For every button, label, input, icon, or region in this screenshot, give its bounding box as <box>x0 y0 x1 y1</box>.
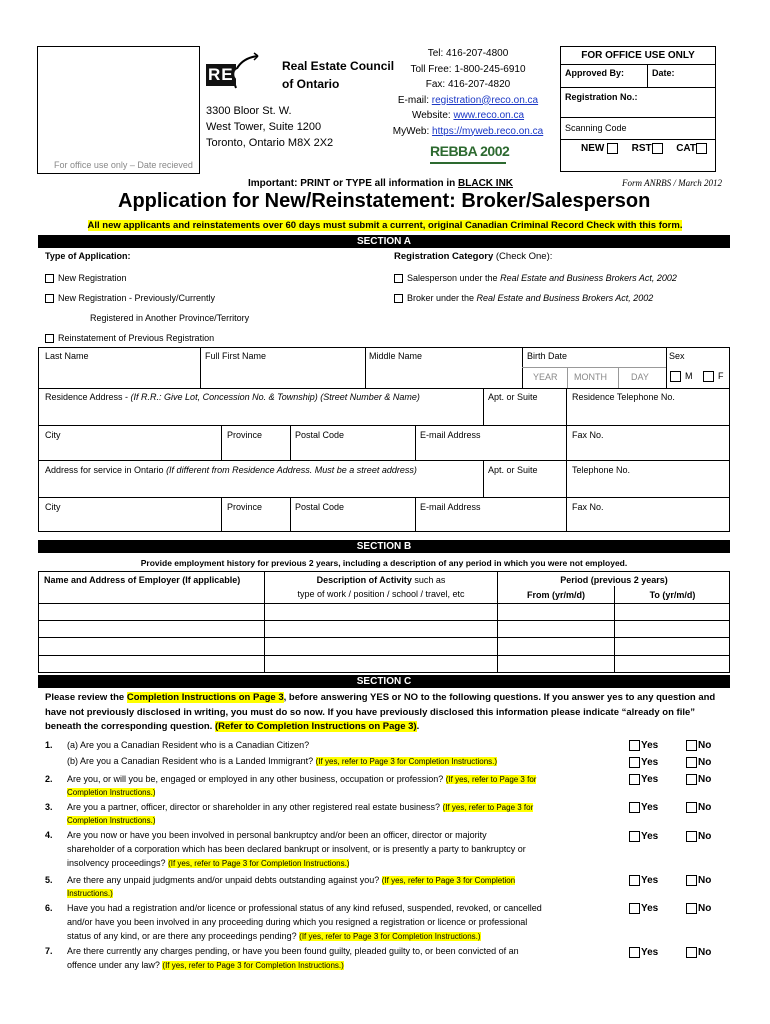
type-new-registration[interactable] <box>45 273 127 283</box>
q1-number: 1. <box>45 740 53 750</box>
email-field[interactable]: E-mail Address <box>420 430 481 440</box>
q5-yes-checkbox[interactable] <box>629 875 640 886</box>
q4-text-line3 <box>67 858 349 868</box>
service-address-hint: (If different from Residence Address. Must be a street address) <box>166 465 417 475</box>
q2-no-checkbox[interactable] <box>686 774 697 785</box>
q2-yes-label: Yes <box>641 774 659 786</box>
middle-name-field[interactable]: Middle Name <box>369 351 423 361</box>
q4-hint: (If yes, refer to Page 3 for Completion Instructions.) <box>168 859 350 868</box>
birth-day-field[interactable]: DAY <box>631 372 649 382</box>
email-link[interactable]: registration@reco.on.ca <box>431 94 539 106</box>
q1b-no-checkbox[interactable] <box>686 757 697 768</box>
q7-yes-label: Yes <box>641 947 659 959</box>
sex-female-option[interactable] <box>703 371 724 382</box>
q7-question-end: offence under any law? <box>67 960 163 970</box>
type-of-application-label: Type of Application: <box>45 251 131 261</box>
residence-address-hint: (If R.R.: Give Lot, Concession No. & Township) <box>130 392 318 402</box>
q7-text-line1: Are there currently any charges pending, or have you been found guilty, pleaded guilty to, or been convicted of an <box>67 946 519 956</box>
birth-month-field[interactable]: MONTH <box>574 372 607 382</box>
cat-checkbox[interactable] <box>696 143 707 154</box>
office-use-title: FOR OFFICE USE ONLY <box>561 47 715 65</box>
section-c-intro-highlight2: (Refer to Completion Instructions on Page 3) <box>214 721 417 732</box>
employment-intro: Provide employment history for previous 2 years, including a description of any period in which you were not employed. <box>140 558 628 568</box>
service-email-field[interactable]: E-mail Address <box>420 502 481 512</box>
q4-number: 4. <box>45 830 53 840</box>
q2-no-label: No <box>698 774 712 786</box>
q5-yes[interactable] <box>629 875 658 886</box>
q1a-no[interactable] <box>686 740 711 751</box>
office-code-row <box>561 140 715 154</box>
q5-text-line2 <box>67 888 113 898</box>
q5-no-checkbox[interactable] <box>686 875 697 886</box>
crc-notice <box>40 220 730 231</box>
type-new-prev-checkbox[interactable] <box>45 294 54 303</box>
period-to-header: To (yr/m/d) <box>649 590 696 600</box>
sex-male-label: M <box>685 371 693 381</box>
q3-no-checkbox[interactable] <box>686 802 697 813</box>
q6-number: 6. <box>45 903 53 913</box>
q1a-no-checkbox[interactable] <box>686 740 697 751</box>
cat-label: CAT <box>676 143 696 155</box>
residence-address-label: Residence Address - <box>45 392 131 402</box>
type-new-checkbox[interactable] <box>45 274 54 283</box>
q4-text-line2: shareholder of a corporation which has been declared bankrupt or insolvent, or is presently a party to bankruptcy or <box>67 844 526 854</box>
q1a-yes-label: Yes <box>641 740 659 752</box>
section-c-intro-highlight: Completion Instructions on Page 3 <box>126 692 284 703</box>
form-id: Form ANRBS / March 2012 <box>622 178 722 188</box>
residence-address-field[interactable] <box>45 392 420 402</box>
type-new-label: New Registration <box>58 273 127 283</box>
category-broker-act: Real Estate and Business Brokers Act, 2002 <box>476 293 654 303</box>
q5-hint-a: (If yes, refer to Page 3 for Completion <box>381 876 516 885</box>
type-reinstatement[interactable] <box>45 333 214 343</box>
myweb-line <box>380 124 556 140</box>
cat-option[interactable] <box>676 143 711 154</box>
employment-table <box>38 571 730 673</box>
q1b-text <box>67 756 497 766</box>
form-title: Application for New/Reinstatement: Broker/Salesperson <box>118 190 651 212</box>
q4-question-end: insolvency proceedings? <box>67 858 169 868</box>
q4-no-checkbox[interactable] <box>686 831 697 842</box>
registration-category-label <box>394 251 552 262</box>
address-line3: Toronto, Ontario M8X 2X2 <box>206 137 334 149</box>
q3-hint-a: (If yes, refer to Page 3 for <box>442 803 534 812</box>
postal-code-field[interactable]: Postal Code <box>295 430 345 440</box>
q1b-no[interactable] <box>686 757 711 768</box>
residence-phone-field[interactable]: Residence Telephone No. <box>572 392 675 402</box>
tel: Tel: 416-207-4800 <box>427 48 509 59</box>
office-date-received-box <box>37 46 200 174</box>
section-c-header: SECTION C <box>38 675 730 688</box>
sex-male-option[interactable] <box>670 371 693 382</box>
service-city-field[interactable]: City <box>45 502 61 512</box>
category-salesperson-checkbox[interactable] <box>394 274 403 283</box>
q4-no-label: No <box>698 831 712 843</box>
q7-text-line2 <box>67 960 344 970</box>
org-name-line1: Real Estate Council <box>282 59 395 73</box>
service-address-field[interactable] <box>45 465 417 475</box>
birth-year-field[interactable]: YEAR <box>533 372 558 382</box>
section-c-intro-1: Please review the <box>45 692 127 703</box>
org-name-line2: of Ontario <box>282 77 340 91</box>
residence-address-suffix: (Street Number & Name) <box>317 392 420 402</box>
province-field[interactable]: Province <box>227 430 263 440</box>
myweb-link[interactable]: https://myweb.reco.on.ca <box>432 125 544 137</box>
section-c-intro <box>45 691 725 735</box>
q6-yes[interactable] <box>629 903 658 914</box>
rst-label: RST <box>631 143 652 155</box>
q6-hint: (If yes, refer to Page 3 for Completion Instructions.) <box>299 932 481 941</box>
q1b-no-label: No <box>698 757 712 769</box>
office-date-received-note: For office use only – Date recieved <box>54 160 193 170</box>
sex-female-checkbox[interactable] <box>703 371 714 382</box>
service-phone-field[interactable]: Telephone No. <box>572 465 631 475</box>
rebba-logo-text: REBBA 2002 <box>430 143 510 159</box>
important-ink: BLACK INK <box>458 178 514 189</box>
description-column-header <box>266 575 496 585</box>
q6-question-end: status of any kind, or are there any proceedings pending? <box>67 931 300 941</box>
new-checkbox[interactable] <box>607 143 618 154</box>
important-prefix: Important: PRINT or TYPE all information in <box>248 178 459 189</box>
q7-no-checkbox[interactable] <box>686 947 697 958</box>
q2-yes[interactable] <box>629 774 658 785</box>
q5-no[interactable] <box>686 875 711 886</box>
service-apt-field[interactable]: Apt. or Suite <box>488 465 538 475</box>
q1a-yes[interactable] <box>629 740 658 751</box>
address-line2: West Tower, Suite 1200 <box>206 121 322 133</box>
q1a-text: (a) Are you a Canadian Resident who is a Canadian Citizen? <box>67 740 310 750</box>
new-option[interactable] <box>581 143 622 154</box>
category-salesperson-act: Real Estate and Business Brokers Act, 2002 <box>500 273 677 283</box>
rst-option[interactable] <box>632 143 667 154</box>
q1b-question: (b) Are you a Canadian Resident who is a Landed Immigrant? <box>67 756 316 766</box>
category-broker-checkbox[interactable] <box>394 294 403 303</box>
fax-field[interactable]: Fax No. <box>572 430 604 440</box>
q6-text-line3 <box>67 931 481 941</box>
date-label: Date: <box>652 68 675 78</box>
section-c-intro-2: , before answering YES or NO to the following questions. If you answer yes to any question and have not previously disclosed in writing, you must do so now. If you have previously disclosed this information please indicate “already on file” beneath the corresponding question. <box>45 692 716 732</box>
q1b-yes-checkbox[interactable] <box>629 757 640 768</box>
q3-no-label: No <box>698 802 712 814</box>
q1b-yes-label: Yes <box>641 757 659 769</box>
q1b-hint: (If yes, refer to Page 3 for Completion Instructions.) <box>315 757 498 766</box>
q5-yes-label: Yes <box>641 875 659 887</box>
myweb-label: MyWeb: <box>392 125 433 137</box>
description-column-such-as: such as <box>411 575 446 585</box>
q7-number: 7. <box>45 946 53 956</box>
email-line <box>380 93 556 109</box>
section-a-header: SECTION A <box>38 235 730 248</box>
q6-yes-checkbox[interactable] <box>629 903 640 914</box>
contact-block <box>380 46 556 139</box>
type-new-prev-registration[interactable] <box>45 293 215 303</box>
q4-text-line1: Are you now or have you been involved in personal bankruptcy and/or been an officer, director or majority <box>67 830 487 840</box>
q2-yes-checkbox[interactable] <box>629 774 640 785</box>
q6-no-label: No <box>698 903 712 915</box>
q3-yes[interactable] <box>629 802 658 813</box>
q2-text <box>67 774 536 784</box>
type-reinstatement-label: Reinstatement of Previous Registration <box>58 333 215 343</box>
service-fax-field[interactable]: Fax No. <box>572 502 604 512</box>
important-note <box>248 178 513 189</box>
q1a-yes-checkbox[interactable] <box>629 740 640 751</box>
q3-hint-b: Completion Instructions.) <box>67 816 156 825</box>
q2-text-line2 <box>67 787 155 797</box>
period-column-header: Period (previous 2 years) <box>560 575 668 585</box>
q4-yes[interactable] <box>629 831 658 842</box>
sex-label: Sex <box>669 351 685 361</box>
website-line <box>380 108 556 124</box>
rebba-logo <box>430 143 510 167</box>
section-b-header: SECTION B <box>38 540 730 553</box>
address-line1: 3300 Bloor St. W. <box>206 105 292 117</box>
q6-text-line1: Have you had a registration and/or licence or professional status of any kind refused, suspended, revoked, or cancelled <box>67 903 542 913</box>
last-name-field[interactable]: Last Name <box>45 351 89 361</box>
q5-no-label: No <box>698 875 712 887</box>
q6-no-checkbox[interactable] <box>686 903 697 914</box>
q6-yes-label: Yes <box>641 903 659 915</box>
scanning-code-label: Scanning Code <box>561 118 715 140</box>
sex-female-label: F <box>718 371 724 381</box>
q3-no[interactable] <box>686 802 711 813</box>
q5-text <box>67 875 515 885</box>
category-broker[interactable] <box>394 293 653 303</box>
q1b-yes[interactable] <box>629 757 658 768</box>
website-label: Website: <box>411 110 454 121</box>
q7-hint: (If yes, refer to Page 3 for Completion Instructions.) <box>162 961 344 970</box>
approved-by-label: Approved By: <box>561 65 648 87</box>
q3-text <box>67 802 533 812</box>
q4-yes-label: Yes <box>641 831 659 843</box>
q3-yes-checkbox[interactable] <box>629 802 640 813</box>
employer-column-header: Name and Address of Employer (If applicable) <box>44 575 241 585</box>
q7-yes-checkbox[interactable] <box>629 947 640 958</box>
residence-apt-field[interactable]: Apt. or Suite <box>488 392 538 402</box>
city-field[interactable]: City <box>45 430 61 440</box>
type-new-prev-registration-line2: Registered in Another Province/Territory <box>90 313 250 323</box>
first-name-field[interactable]: Full First Name <box>205 351 267 361</box>
q2-hint-b: Completion Instructions.) <box>67 788 156 797</box>
q6-text-line2: and/or have you been involved in any proceeding during which you resigned a registration or licence or professional <box>67 917 528 927</box>
category-salesperson[interactable] <box>394 273 677 283</box>
q5-number: 5. <box>45 875 53 885</box>
fax: Fax: 416-207-4820 <box>425 79 511 90</box>
service-address-label: Address for service in Ontario <box>45 465 167 475</box>
website-link[interactable]: www.reco.on.ca <box>453 110 525 121</box>
section-c-intro-end: . <box>416 721 420 732</box>
category-broker-label: Broker under the <box>407 293 477 303</box>
q3-text-line2 <box>67 815 155 825</box>
q4-yes-checkbox[interactable] <box>629 831 640 842</box>
q2-no[interactable] <box>686 774 711 785</box>
service-postal-code-field[interactable]: Postal Code <box>295 502 345 512</box>
type-new-prev-label: New Registration - Previously/Currently <box>58 293 216 303</box>
q7-no[interactable] <box>686 947 711 958</box>
personal-info-grid <box>38 347 730 532</box>
reco-logo <box>206 52 278 90</box>
email-label: E-mail: <box>397 94 432 106</box>
q5-hint-b: Instructions.) <box>67 889 113 898</box>
q3-question: Are you a partner, officer, director or shareholder in any other registered real estate business? <box>67 802 443 812</box>
description-column-title: Description of Activity <box>316 575 412 585</box>
q4-no[interactable] <box>686 831 711 842</box>
service-province-field[interactable]: Province <box>227 502 263 512</box>
sex-male-checkbox[interactable] <box>670 371 681 382</box>
registration-category-title: Registration Category <box>394 251 494 262</box>
registration-no-label: Registration No.: <box>561 88 715 118</box>
q7-no-label: No <box>698 947 712 959</box>
logo-text: RECO <box>208 65 262 84</box>
toll-free: Toll Free: 1-800-245-6910 <box>410 63 526 75</box>
office-use-box <box>560 46 716 172</box>
q6-no[interactable] <box>686 903 711 914</box>
new-label: NEW <box>581 143 605 155</box>
period-from-header: From (yr/m/d) <box>526 590 585 600</box>
registration-category-hint: (Check One): <box>493 251 553 262</box>
birth-date-label: Birth Date <box>527 351 568 361</box>
description-column-subheader: type of work / position / school / travel, etc <box>297 589 465 599</box>
q5-question: Are there any unpaid judgments and/or unpaid debts outstanding against you? <box>67 875 382 885</box>
crc-notice-text: All new applicants and reinstatements over 60 days must submit a current, original Canadian Criminal Record Check with this form. <box>87 220 683 231</box>
type-reinstatement-checkbox[interactable] <box>45 334 54 343</box>
q2-hint-a: (If yes, refer to Page 3 for <box>445 775 537 784</box>
q3-number: 3. <box>45 802 53 812</box>
q2-number: 2. <box>45 774 53 784</box>
q1a-no-label: No <box>698 740 712 752</box>
q3-yes-label: Yes <box>641 802 659 814</box>
category-salesperson-label: Salesperson under the <box>407 273 501 283</box>
q2-question: Are you, or will you be, engaged or employed in any other business, occupation or profession? <box>67 774 446 784</box>
q7-yes[interactable] <box>629 947 658 958</box>
rst-checkbox[interactable] <box>652 143 663 154</box>
